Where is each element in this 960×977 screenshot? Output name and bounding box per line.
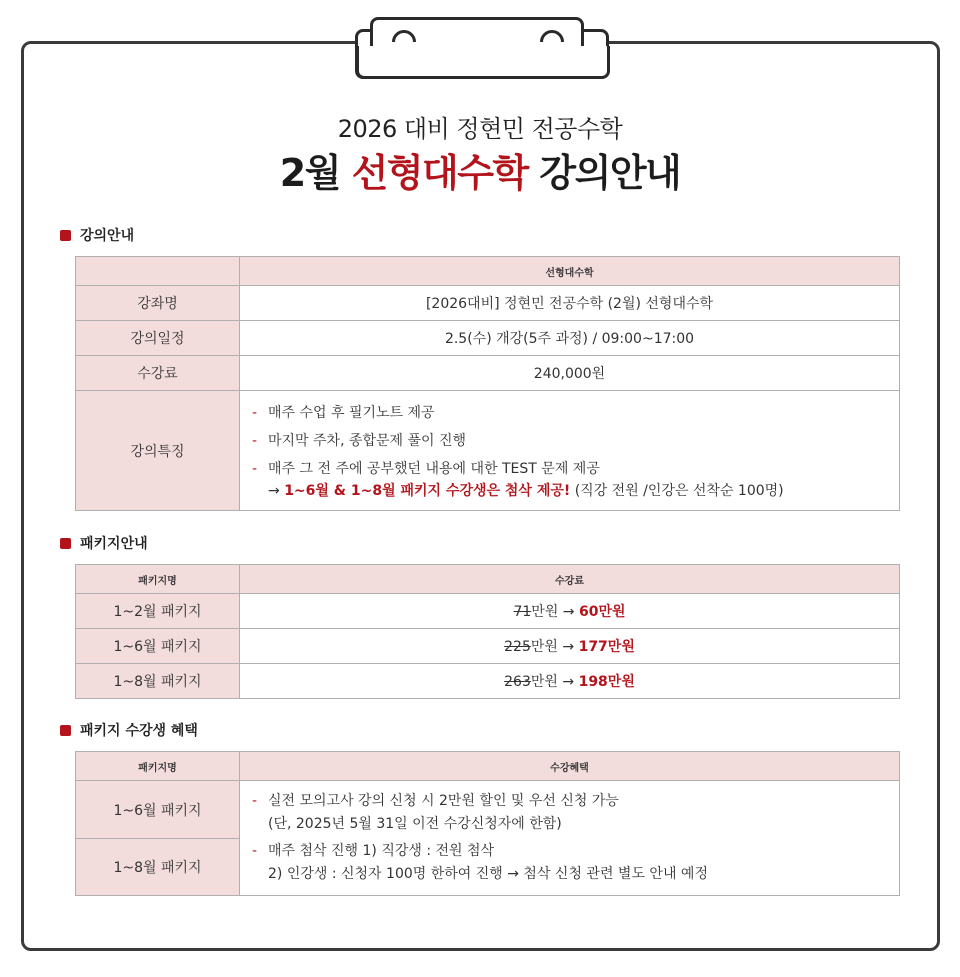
benefit-table [75,751,900,896]
table-header-row [76,257,900,286]
old-price-unit: 만원 [530,639,558,655]
list-item [252,399,899,427]
table-header: 선형대수학 [240,257,900,286]
row-label: 수강료 [76,356,240,391]
list-item [252,427,899,455]
new-price: 177만원 [578,639,635,655]
list-item [252,790,899,813]
section-title: 패키지 수강생 혜택 [80,723,198,739]
new-price: 60만원 [579,604,626,620]
row-value: 240,000원 [240,356,900,391]
section-title: 강의안내 [80,228,135,244]
table-header-row [76,565,900,594]
package-name: 1~6월 패키지 [76,781,240,839]
package-name: 1~6월 패키지 [76,629,240,664]
arrow-icon: → [557,639,579,655]
page-subtitle: 2026 대비 정현민 전공수학 [337,115,623,143]
list-item [252,840,899,863]
table-header: 패키지명 [76,752,240,781]
package-price [240,664,900,699]
row-value: 2.5(수) 개강(5주 과정) / 09:00~17:00 [240,321,900,356]
table-row [76,391,900,511]
table-row [76,629,900,664]
bullet-mark: - [252,405,258,421]
table-row [76,321,900,356]
table-header: 수강료 [240,565,900,594]
bullet-mark: - [252,461,258,477]
row-label: 강좌명 [76,286,240,321]
feature-note-text: (직강 전원 /인강은 선착순 100명) [570,483,784,499]
bullet-mark: - [252,433,258,449]
title-accent: 선형대수학 [351,151,528,195]
row-label: 강의특징 [76,391,240,511]
benefit-note: (단, 2025년 5월 31일 이전 수강신청자에 한함) [268,816,562,832]
section-package-info [60,533,148,553]
old-price: 263 [504,674,531,690]
title-prefix: 2월 [279,151,352,195]
table-row [76,356,900,391]
section-bullet-icon [60,230,71,241]
package-name: 1~8월 패키지 [76,839,240,896]
arrow-icon: → [268,483,280,499]
old-price-unit: 만원 [530,674,558,690]
feature-text: 매주 그 전 주에 공부했던 내용에 대한 TEST 문제 제공 [268,461,600,477]
new-price: 198만원 [578,674,635,690]
table-header: 패키지명 [76,565,240,594]
clipboard-clip-base [356,46,610,79]
arrow-icon: → [557,674,579,690]
feature-text: 마지막 주차, 종합문제 풀이 진행 [268,433,467,449]
table-header: 수강혜택 [240,752,900,781]
arrow-icon: → [558,604,579,620]
table-header-empty [76,257,240,286]
table-row [76,664,900,699]
package-price [240,594,900,629]
package-name: 1~8월 패키지 [76,664,240,699]
table-row [76,594,900,629]
benefit-text: 실전 모의고사 강의 신청 시 2만원 할인 및 우선 신청 가능 [268,793,619,809]
section-bullet-icon [60,538,71,549]
package-name: 1~2월 패키지 [76,594,240,629]
old-price: 71 [513,604,532,620]
benefit-cell [240,781,900,896]
section-bullet-icon [60,725,71,736]
bullet-mark: - [252,793,258,809]
title-suffix: 강의안내 [527,151,681,195]
section-lecture-info [60,225,134,245]
package-price [240,629,900,664]
row-value: [2026대비] 정현민 전공수학 (2월) 선형대수학 [240,286,900,321]
page-title [0,142,960,197]
bullet-mark: - [252,843,258,859]
package-table [75,564,900,699]
feature-note-highlight: 1~6월 & 1~8월 패키지 수강생은 첨삭 제공! [284,483,571,499]
benefit-note: 2) 인강생 : 신청자 100명 한하여 진행 → 첨삭 신청 관련 별도 안내 예정 [268,866,708,882]
features-cell [240,391,900,511]
benefit-text: 매주 첨삭 진행 1) 직강생 : 전원 첨삭 [268,843,495,859]
feature-text: 매주 수업 후 필기노트 제공 [268,405,435,421]
table-header-row [76,752,900,781]
section-package-benefit [60,720,198,740]
table-row [76,781,900,839]
feature-note [252,480,899,502]
list-item [252,458,899,480]
lecture-table [75,256,900,511]
row-label: 강의일정 [76,321,240,356]
section-title: 패키지안내 [80,536,148,552]
old-price: 225 [504,639,531,655]
table-row [76,286,900,321]
old-price-unit: 만원 [531,604,559,620]
